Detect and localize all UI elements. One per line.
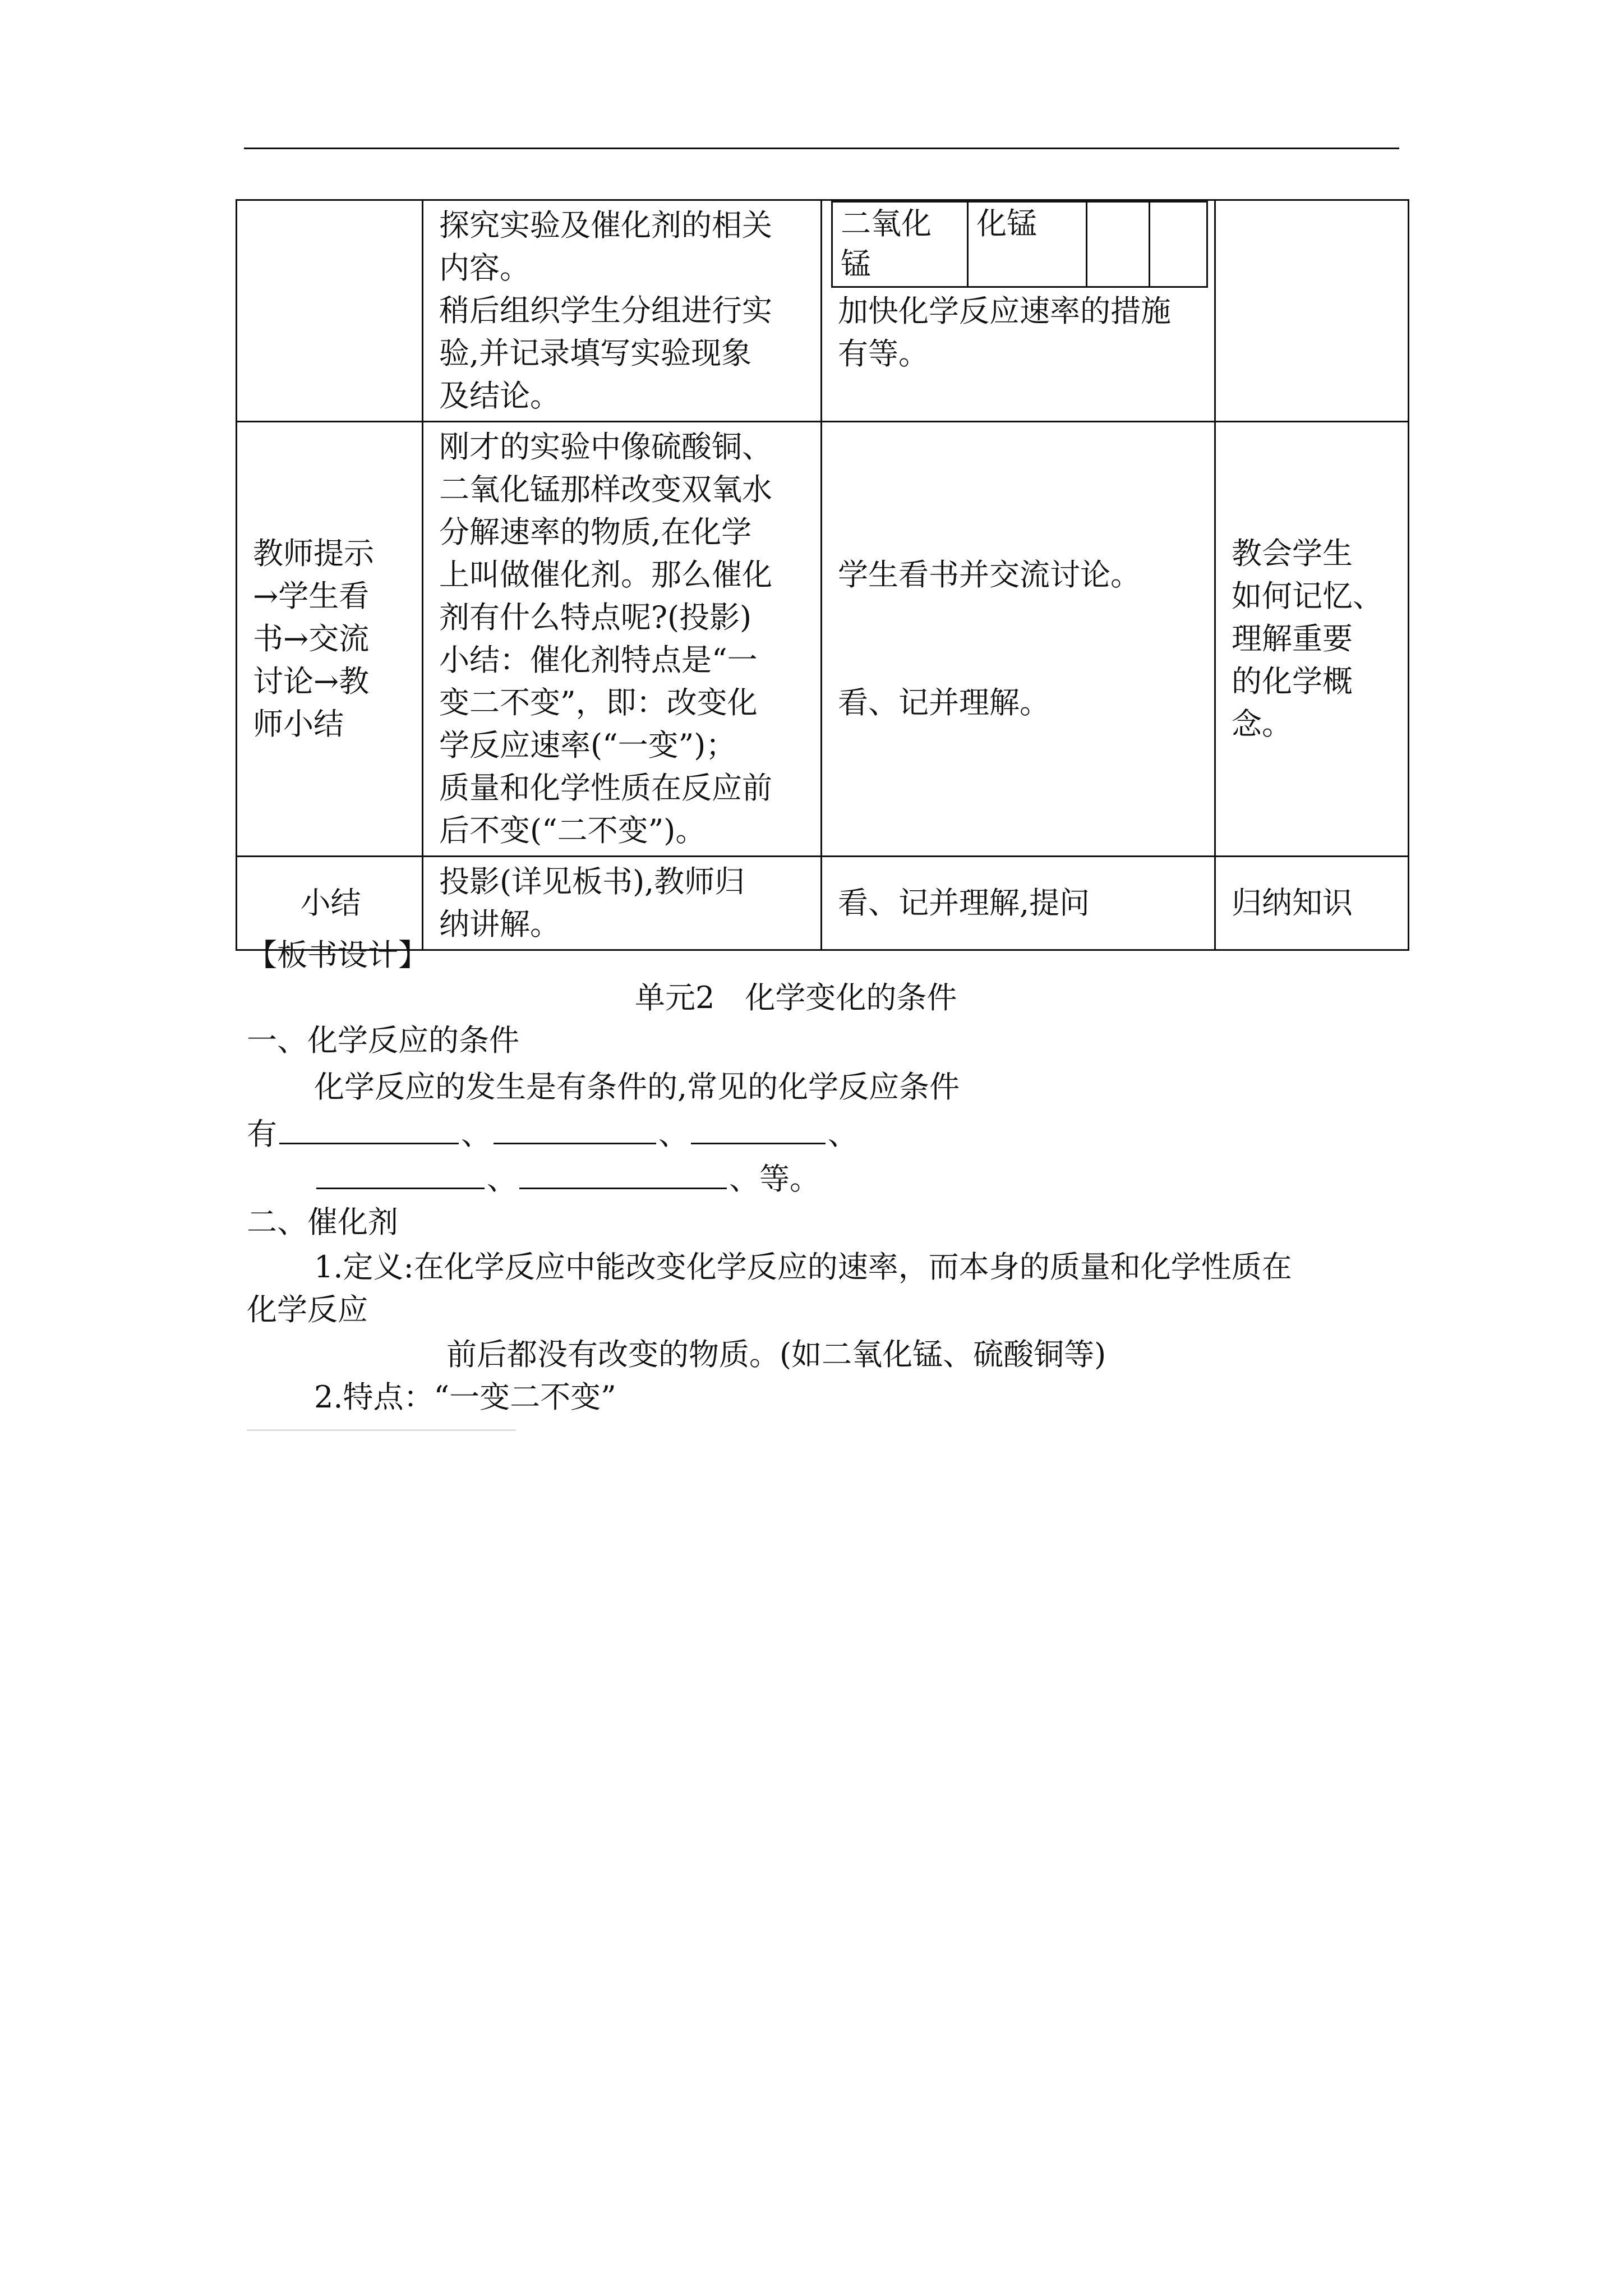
table-cell: 二氧化 锰 xyxy=(832,202,968,287)
table-cell xyxy=(1150,202,1207,287)
table-cell: 教会学生 如何记忆、 理解重要 的化学概 念。 xyxy=(1215,422,1409,857)
table-row xyxy=(832,202,1207,287)
paragraph: 前后都没有改变的物质。(如二氧化锰、硫酸铜等) xyxy=(446,1337,1106,1372)
paragraph: 2.特点：“一变二不变” xyxy=(314,1379,616,1415)
separator: 、 xyxy=(461,1116,491,1152)
table-cell: 化锰 xyxy=(968,202,1086,287)
table-cell xyxy=(1215,200,1409,422)
table-cell xyxy=(822,422,1215,857)
blank-field xyxy=(316,1156,485,1189)
fill-in-line xyxy=(314,1156,820,1200)
blank-field xyxy=(279,1111,459,1144)
table-cell xyxy=(822,200,1215,422)
line-text: 、等。 xyxy=(729,1161,820,1197)
table-cell xyxy=(1086,202,1150,287)
table-cell: 看、记并理解,提问 xyxy=(822,857,1215,950)
section-heading: 二、催化剂 xyxy=(247,1204,398,1240)
cell-text: 看、记并理解。 xyxy=(838,685,1050,720)
table-cell: 教师提示 →学生看 书→交流 讨论→教 师小结 xyxy=(237,422,423,857)
blank-field xyxy=(519,1156,727,1189)
cell-text: 加快化学反应速率的措施 有等。 xyxy=(838,293,1171,371)
separator: 、 xyxy=(487,1161,517,1197)
board-heading: 【板书设计】 xyxy=(247,937,428,973)
line-text: 有 xyxy=(247,1116,277,1152)
separator: 、 xyxy=(828,1116,858,1152)
paragraph: 化学反应的发生是有条件的,常见的化学反应条件 xyxy=(314,1069,960,1105)
separator: 、 xyxy=(658,1116,689,1152)
section-heading: 一、化学反应的条件 xyxy=(247,1023,519,1058)
cell-text: 学生看书并交流讨论。 xyxy=(838,557,1141,592)
blank-field xyxy=(691,1111,826,1144)
table-cell: 小结 xyxy=(237,857,423,950)
fill-in-line xyxy=(247,1111,858,1156)
table-cell: 探究实验及催化剂的相关 内容。 稍后组织学生分组进行实 验,并记录填写实验现象 及结论。 xyxy=(423,200,822,422)
table-cell: 归纳知识 xyxy=(1215,857,1409,950)
faint-rule xyxy=(247,1429,516,1431)
table-cell: 投影(详见板书),教师归 纳讲解。 xyxy=(423,857,822,950)
table-cell xyxy=(237,200,423,422)
inner-table xyxy=(831,201,1208,288)
header-rule xyxy=(244,148,1399,149)
paragraph: 化学反应 xyxy=(247,1292,368,1327)
table-row xyxy=(237,200,1409,422)
blank-field xyxy=(494,1111,656,1144)
lesson-table xyxy=(236,199,1409,951)
table-row xyxy=(237,422,1409,857)
table-cell: 刚才的实验中像硫酸铜、 二氧化锰那样改变双氧水 分解速率的物质,在化学 上叫做催化剂。那么催化 剂有什么特点呢?(投影) 小结：催化剂特点是“一 变二不变”，即：改变化 学反应速率(“一变”)； 质量和化学性质在反应前 后不变(“二不变”)。 xyxy=(423,422,822,857)
paragraph: 1.定义:在化学反应中能改变化学反应的速率，而本身的质量和化学性质在 xyxy=(314,1249,1292,1285)
board-title: 单元2 化学变化的条件 xyxy=(635,980,957,1015)
